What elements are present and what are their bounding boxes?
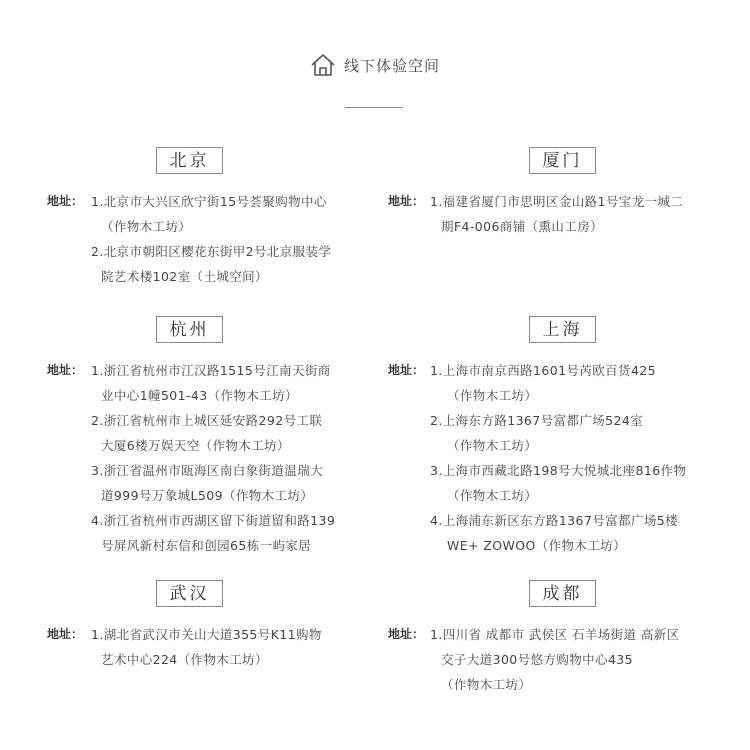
address-prefix-wuhan: 地址：: [47, 627, 84, 641]
address-line-shanghai-7: 4.上海浦东新区东方路1367号富都广场5楼: [430, 513, 678, 528]
address-line-wuhan-2: 艺术中心224（作物木工坊）: [101, 652, 268, 667]
address-line-shanghai-2: （作物木工坊）: [447, 388, 538, 403]
address-line-hangzhou-4: 大厦6楼万娱天空（作物木工坊）: [101, 438, 290, 453]
address-line-shanghai-5: 3.上海市西藏北路198号大悦城北座816作物: [430, 463, 687, 478]
title-divider: [345, 107, 403, 108]
address-prefix-hangzhou: 地址：: [47, 363, 84, 377]
city-label-chengdu: 成都: [529, 580, 596, 607]
address-line-xiamen-2: 期F4-006商铺（熏山工房）: [441, 219, 604, 234]
address-line-chengdu-2: 交子大道300号悠方购物中心435: [441, 652, 634, 667]
address-line-beijing-3: 2.北京市朝阳区樱花东街甲2号北京服装学: [91, 244, 332, 259]
address-prefix-chengdu: 地址：: [388, 627, 425, 641]
city-label-beijing: 北京: [156, 147, 223, 174]
city-label-hangzhou: 杭州: [156, 316, 223, 343]
page-header: [0, 52, 750, 82]
address-line-beijing-2: （作物木工坊）: [101, 219, 192, 234]
address-line-wuhan-1: 1.湖北省武汉市关山大道355号K11购物: [91, 627, 322, 642]
address-line-hangzhou-1: 1.浙江省杭州市江汉路1515号江南天街商: [91, 363, 331, 378]
address-line-shanghai-1: 1.上海市南京西路1601号芮欧百货425: [430, 363, 656, 378]
address-line-chengdu-3: （作物木工坊）: [441, 677, 532, 692]
address-line-shanghai-6: （作物木工坊）: [447, 488, 538, 503]
address-line-hangzhou-6: 道999号万象城L509（作物木工坊）: [101, 488, 314, 503]
address-line-beijing-1: 1.北京市大兴区欣宁街15号荟聚购物中心: [91, 194, 327, 209]
address-line-shanghai-4: （作物木工坊）: [447, 438, 538, 453]
address-prefix-xiamen: 地址：: [388, 194, 425, 208]
address-prefix-beijing: 地址：: [47, 194, 84, 208]
address-line-hangzhou-2: 业中心1幢501-43（作物木工坊）: [101, 388, 298, 403]
address-line-shanghai-8: WE+ ZOWOO（作物木工坊）: [447, 538, 627, 553]
city-label-shanghai: 上海: [529, 316, 596, 343]
address-prefix-shanghai: 地址：: [388, 363, 425, 377]
address-line-shanghai-3: 2.上海东方路1367号富都广场524室: [430, 413, 644, 428]
address-line-hangzhou-3: 2.浙江省杭州市上城区延安路292号工联: [91, 413, 323, 428]
city-label-wuhan: 武汉: [156, 580, 223, 607]
page-title: 线下体验空间: [343, 56, 440, 75]
address-line-hangzhou-8: 号屏风新村东信和创园65栋一屿家居: [101, 538, 312, 553]
address-line-hangzhou-7: 4.浙江省杭州市西湖区留下街道留和路139: [91, 513, 336, 528]
city-label-xiamen: 厦门: [529, 147, 596, 174]
address-line-xiamen-1: 1.福建省厦门市思明区金山路1号宝龙一城二: [430, 194, 684, 209]
address-line-hangzhou-5: 3.浙江省温州市瓯海区南白象街道温瑞大: [91, 463, 324, 478]
address-line-chengdu-1: 1.四川省 成都市 武侯区 石羊场街道 高新区: [430, 627, 680, 642]
home-icon: [310, 52, 336, 78]
address-line-beijing-4: 院艺术楼102室（土城空间）: [101, 269, 268, 284]
